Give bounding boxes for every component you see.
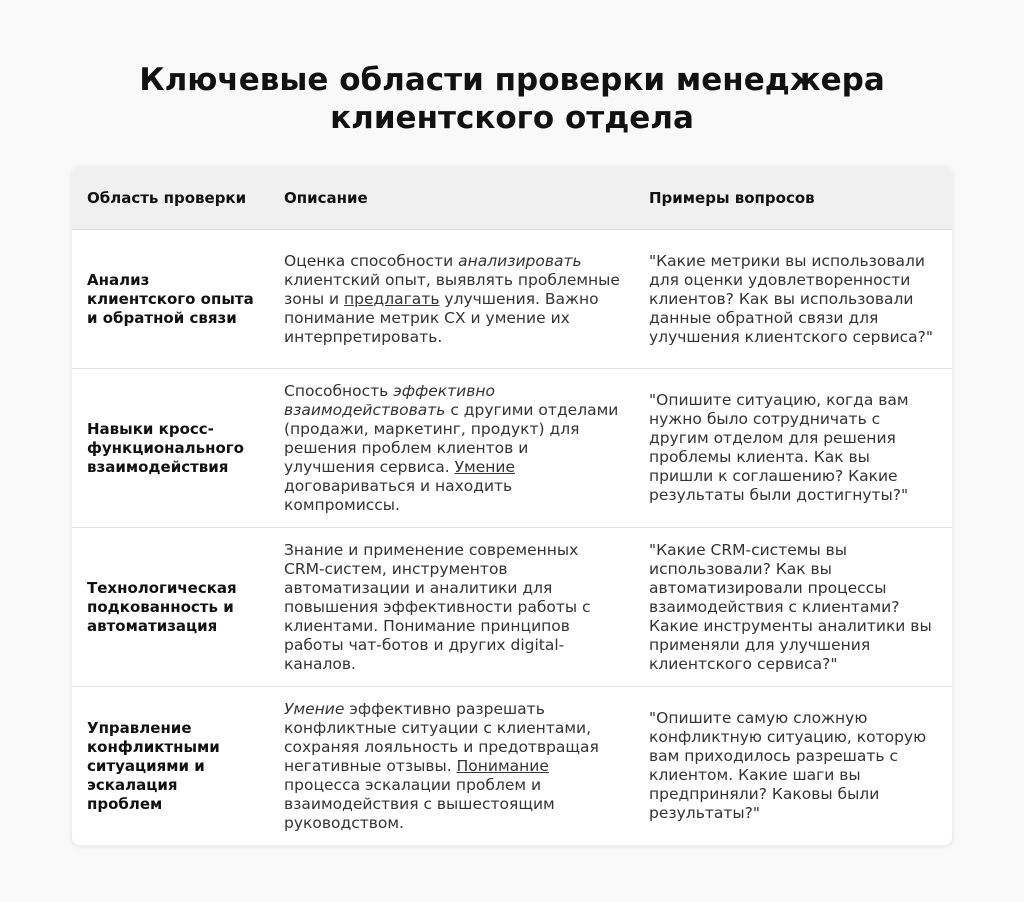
header-questions: Примеры вопросов bbox=[634, 167, 952, 230]
question-cell: "Какие CRM-системы вы использовали? Как вы автоматизировали процессы взаимодействия с клиентами? Какие инструменты аналитики вы применяли для улучшения клиентского сервиса?" bbox=[634, 528, 952, 687]
area-cell: Анализ клиентского опыта и обратной связи bbox=[72, 230, 269, 369]
table-row bbox=[72, 369, 952, 528]
header-area: Область проверки bbox=[72, 167, 269, 230]
description-text: улучшения. Важно понимание метрик CX и умение их интерпретировать. bbox=[284, 289, 599, 346]
description-emphasis: Умение bbox=[284, 699, 345, 718]
table-row bbox=[72, 528, 952, 687]
page-title: Ключевые области проверки менеджера клиентского отдела bbox=[139, 62, 885, 136]
description-emphasis: эффективно взаимодействовать bbox=[284, 381, 495, 419]
area-cell: Управление конфликтными ситуациями и эскалация проблем bbox=[87, 718, 220, 813]
description-underline: Понимание bbox=[456, 756, 549, 775]
question-cell: "Опишите ситуацию, когда вам нужно было сотрудничать с другим отделом для решения проблемы клиента. Как вы пришли к соглашению? Какие результаты были достигнуты?" bbox=[634, 369, 952, 528]
area-cell: Технологическая подкованность и автоматизация bbox=[72, 528, 269, 687]
description-text: клиентский опыт, выявлять проблемные зоны и bbox=[284, 270, 620, 308]
table-header-row bbox=[72, 167, 952, 230]
description-underline: Умение bbox=[454, 457, 515, 476]
description-emphasis: анализировать bbox=[458, 251, 582, 270]
description-text: Оценка способности bbox=[284, 251, 459, 270]
review-table-card bbox=[72, 167, 952, 845]
header-description: Описание bbox=[269, 167, 634, 230]
description-cell bbox=[269, 687, 634, 846]
table-row bbox=[72, 687, 952, 846]
table-row bbox=[72, 230, 952, 369]
description-cell bbox=[269, 369, 634, 528]
area-cell: Навыки кросс-функционального взаимодействия bbox=[72, 369, 269, 528]
description-text: договариваться и находить компромиссы. bbox=[284, 476, 513, 514]
question-cell: "Опишите самую сложную конфликтную ситуацию, которую вам приходилось разрешать с клиентом. Какие шаги вы предприняли? Каковы были результаты?" bbox=[649, 709, 927, 822]
description-cell bbox=[269, 230, 634, 369]
question-cell: "Какие метрики вы использовали для оценки удовлетворенности клиентов? Как вы использовали данные обратной связи для улучшения клиентского сервиса?" bbox=[634, 230, 952, 369]
description-text: Знание и применение современных CRM-систем, инструментов автоматизации и аналитики для повышения эффективности работы с клиентами. Понимание принципов работы чат-ботов и других digital-каналов. bbox=[284, 540, 591, 673]
description-cell bbox=[269, 528, 634, 687]
review-areas-table bbox=[72, 167, 952, 845]
description-text: процесса эскалации проблем и взаимодействия с вышестоящим руководством. bbox=[284, 775, 555, 832]
description-text: Способность bbox=[284, 381, 394, 400]
description-text: эффективно разрешать конфликтные ситуации с клиентами, сохраняя лояльность и предотвращая негативные отзывы. bbox=[284, 699, 599, 775]
description-text: с другими отделами (продажи, маркетинг, продукт) для решения проблем клиентов и улучшения сервиса. bbox=[284, 400, 619, 476]
description-underline: предлагать bbox=[344, 289, 440, 308]
